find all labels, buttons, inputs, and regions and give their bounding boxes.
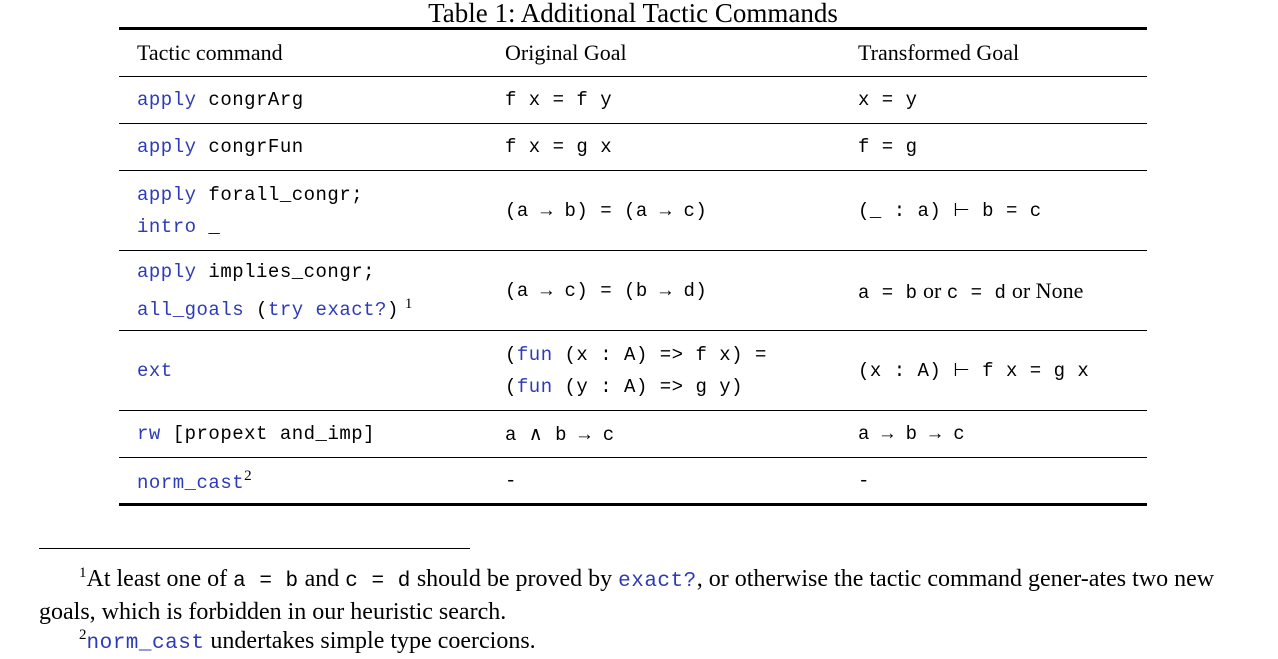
table-row [119, 411, 1147, 458]
tactic-args: ) [386, 298, 399, 321]
header-original-goal: Original Goal [487, 29, 840, 77]
tactic-keyword: norm_cast [137, 471, 245, 494]
footnote-1 [39, 558, 1239, 627]
tactic-keyword: apply [137, 260, 197, 283]
tactic-line [137, 179, 487, 211]
tactic-line [137, 288, 487, 326]
table-row [119, 171, 1147, 251]
footnote-text: , or otherwise the tactic command gener-ates two new goals, which is forbidden in our heuristic search. [39, 566, 1215, 625]
tactic-cell [119, 331, 487, 411]
tactic-table [119, 27, 1147, 506]
fun-keyword: fun [516, 343, 553, 366]
footnote-text: and [298, 566, 346, 592]
table-row [119, 251, 1147, 331]
tactic-keyword: ext [137, 359, 173, 382]
footnote-text: At least one of [86, 566, 234, 592]
header-transformed-goal: Transformed Goal [840, 29, 1147, 77]
footnote-marker: 1 [404, 295, 413, 312]
or-none-text: or None [1006, 277, 1084, 303]
table-row [119, 124, 1147, 171]
original-goal-cell: - [505, 469, 517, 492]
tactic-args: forall_congr; [196, 183, 364, 206]
transformed-goal-cell: a → b → c [858, 423, 966, 445]
goal-text: (y : A) => g y) [552, 375, 744, 398]
footnote-text: undertakes simple type coercions. [204, 628, 536, 654]
transformed-goal-cell: (x : A) ⊢ f x = g x [858, 360, 1090, 382]
open-paren: ( [505, 343, 517, 366]
tactic-keyword: try exact? [267, 298, 387, 321]
tactic-cell [119, 77, 487, 124]
fun-keyword: fun [516, 375, 553, 398]
tactic-args: implies_congr; [196, 260, 376, 283]
tactic-keyword: apply [137, 89, 197, 111]
goal-line [505, 339, 840, 371]
original-goal-cell: (a → c) = (b → d) [505, 279, 708, 302]
goal-option: a = b [858, 281, 918, 304]
footnote-2 [39, 620, 1239, 659]
tactic-cell [119, 124, 487, 171]
tactic-cell [119, 458, 487, 505]
tactic-args: congrFun [196, 136, 304, 158]
transformed-goal-cell: - [858, 469, 870, 492]
tactic-cell [119, 251, 487, 331]
table-row [119, 458, 1147, 505]
tactic-keyword: intro [137, 215, 197, 238]
original-goal-cell: a ∧ b → c [505, 423, 615, 446]
original-goal-cell [487, 331, 840, 411]
tactic-line [137, 211, 487, 243]
footnote-code: exact? [618, 570, 697, 593]
transformed-goal-cell [840, 251, 1147, 331]
footnote-marker: 2 [244, 467, 253, 484]
goal-text: (x : A) => f x) = [552, 343, 767, 366]
header-tactic-command: Tactic command [119, 29, 487, 77]
tactic-args: congrArg [196, 89, 304, 111]
table-caption: Table 1: Additional Tactic Commands [428, 0, 838, 28]
original-goal-cell: (a → b) = (a → c) [505, 199, 708, 222]
tactic-args: ( [244, 298, 268, 321]
footnote-code: norm_cast [86, 632, 205, 655]
tactic-args: _ [196, 215, 221, 238]
footnote-rule [39, 548, 470, 549]
tactic-keyword: all_goals [137, 298, 245, 321]
transformed-goal-cell: x = y [858, 89, 918, 111]
tactic-args: [propext and_imp] [160, 423, 376, 445]
footnote-text: should be proved by [410, 566, 619, 592]
table-row [119, 77, 1147, 124]
goal-line [505, 371, 840, 403]
or-text: or [917, 277, 947, 303]
table-header-row [119, 29, 1147, 77]
transformed-goal-cell: f = g [858, 136, 918, 158]
open-paren: ( [505, 375, 517, 398]
table-row [119, 331, 1147, 411]
footnote-number: 1 [79, 565, 87, 581]
original-goal-cell: f x = g x [505, 136, 613, 158]
tactic-keyword: apply [137, 136, 197, 158]
tactic-keyword: apply [137, 183, 197, 206]
footnote-code: a = b [233, 570, 299, 593]
transformed-goal-cell: (_ : a) ⊢ b = c [858, 200, 1042, 222]
footnote-code: c = d [345, 570, 411, 593]
tactic-keyword: rw [137, 423, 161, 445]
tactic-line [137, 256, 487, 288]
footnote-number: 2 [79, 627, 87, 643]
original-goal-cell: f x = f y [505, 89, 613, 111]
tactic-cell [119, 411, 487, 458]
goal-option: c = d [946, 281, 1007, 304]
tactic-cell [119, 171, 487, 251]
